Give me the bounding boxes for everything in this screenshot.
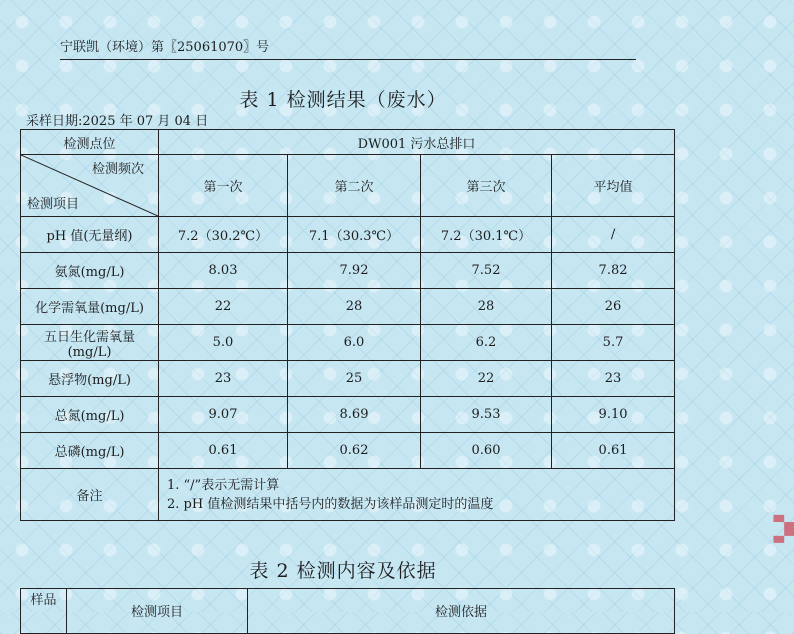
col-header-1: 第一次 [159, 155, 288, 217]
cell-value: 0.61 [159, 433, 288, 469]
cell-value: 7.2（30.2℃） [159, 217, 288, 253]
cell-value: 5.7 [552, 325, 675, 361]
document-number: 宁联凯（环境）第〖25061070〗号 [60, 36, 636, 60]
cell-value: 7.52 [421, 253, 552, 289]
table-row [21, 253, 675, 289]
table-row [21, 361, 675, 397]
column-header-row [21, 155, 675, 217]
cell-value: 26 [552, 289, 675, 325]
remark-line-2: 2. pH 值检测结果中括号内的数据为该样品测定时的温度 [167, 496, 494, 512]
cell-value: 23 [552, 361, 675, 397]
item-name: 总氮(mg/L) [21, 397, 159, 433]
diagonal-header-cell [21, 155, 159, 217]
item-name: 悬浮物(mg/L) [21, 361, 159, 397]
basis-header-sample: 样品 [21, 589, 67, 634]
cell-value: 22 [421, 361, 552, 397]
table2-title: 表 2 检测内容及依据 [249, 560, 437, 582]
cell-value: 7.1（30.3℃） [288, 217, 421, 253]
item-name: 总磷(mg/L) [21, 433, 159, 469]
item-name: 氨氮(mg/L) [21, 253, 159, 289]
remarks-row [21, 469, 675, 521]
cell-value: / [552, 217, 675, 253]
basis-header-basis: 检测依据 [248, 589, 675, 634]
cell-value: 23 [159, 361, 288, 397]
cell-value: 0.62 [288, 433, 421, 469]
cell-value: 8.69 [288, 397, 421, 433]
cell-value: 25 [288, 361, 421, 397]
table-row [21, 289, 675, 325]
basis-table [20, 588, 675, 634]
col-header-3: 第三次 [421, 155, 552, 217]
cell-value: 0.61 [552, 433, 675, 469]
cell-value: 6.2 [421, 325, 552, 361]
table1-title: 表 1 检测结果（废水） [239, 89, 447, 111]
cell-value: 9.53 [421, 397, 552, 433]
point-label: 检测点位 [21, 130, 159, 155]
cell-value: 22 [159, 289, 288, 325]
point-value: DW001 污水总排口 [159, 130, 675, 155]
table-header-row [21, 130, 675, 155]
basis-header-item: 检测项目 [67, 589, 248, 634]
basis-header-row [21, 589, 675, 634]
cell-value: 9.10 [552, 397, 675, 433]
table-row [21, 397, 675, 433]
cell-value: 6.0 [288, 325, 421, 361]
remarks-label: 备注 [21, 469, 159, 521]
frequency-label: 检测频次 [91, 162, 144, 177]
remark-line-1: 1. “/”表示无需计算 [167, 477, 280, 493]
table-row [21, 433, 675, 469]
red-seal-stamp: ▞▚ [773, 515, 794, 543]
col-header-2: 第二次 [288, 155, 421, 217]
cell-value: 28 [288, 289, 421, 325]
sample-date: 采样日期:2025 年 07 月 04 日 [26, 114, 209, 129]
item-name: pH 值(无量纲) [21, 217, 159, 253]
item-name: 化学需氧量(mg/L) [21, 289, 159, 325]
remarks-text [159, 469, 675, 521]
item-label: 检测项目 [27, 197, 80, 212]
table-row [21, 325, 675, 361]
item-name [21, 325, 159, 361]
cell-value: 0.60 [421, 433, 552, 469]
cell-value: 5.0 [159, 325, 288, 361]
table-row [21, 217, 675, 253]
cell-value: 7.2（30.1℃） [421, 217, 552, 253]
item-name-line-2: (mg/L) [67, 344, 112, 360]
cell-value: 9.07 [159, 397, 288, 433]
cell-value: 8.03 [159, 253, 288, 289]
item-name-line-1: 五日生化需氧量 [43, 329, 135, 345]
cell-value: 7.82 [552, 253, 675, 289]
col-header-avg: 平均值 [552, 155, 675, 217]
cell-value: 28 [421, 289, 552, 325]
results-table [20, 129, 675, 521]
cell-value: 7.92 [288, 253, 421, 289]
